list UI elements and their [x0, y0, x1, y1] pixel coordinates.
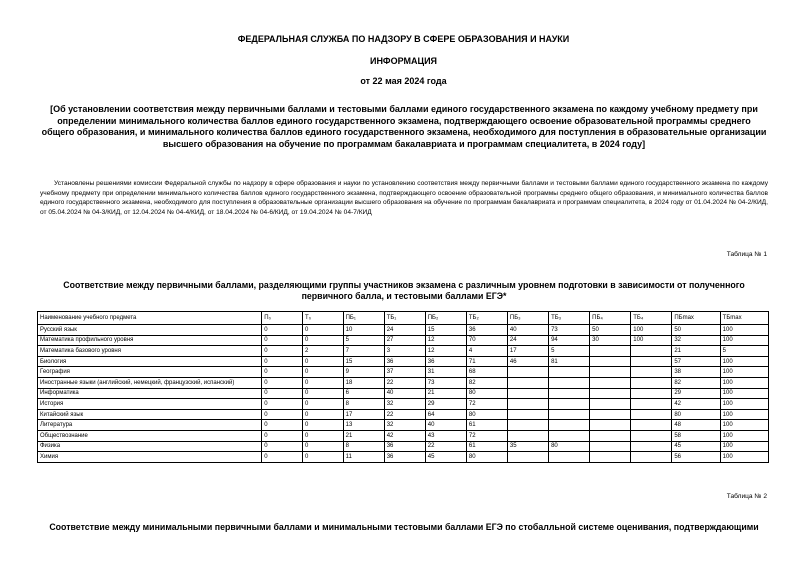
score-cell: 35: [507, 441, 548, 452]
score-cell: 100: [720, 377, 768, 388]
score-cell: 0: [302, 420, 343, 431]
score-cell: 0: [302, 325, 343, 336]
score-cell: 38: [672, 367, 720, 378]
score-cell: 4: [466, 346, 507, 357]
score-cell: 73: [549, 325, 590, 336]
score-cell: [590, 399, 631, 410]
score-cell: [507, 409, 548, 420]
score-cell: 36: [384, 452, 425, 463]
subject-cell: Русский язык: [38, 325, 262, 336]
scores-table: [37, 311, 769, 463]
score-cell: [631, 377, 672, 388]
score-cell: [549, 388, 590, 399]
score-cell: 27: [384, 335, 425, 346]
score-cell: 17: [507, 346, 548, 357]
score-cell: 45: [425, 452, 466, 463]
score-cell: 50: [590, 325, 631, 336]
score-cell: 21: [672, 346, 720, 357]
subject-cell: Химия: [38, 452, 262, 463]
table-row: [38, 409, 769, 420]
column-header: ПБ₁: [343, 312, 384, 325]
score-cell: [507, 452, 548, 463]
document-title: [Об установлении соответствия между первичными баллами и тестовыми баллами единого государственного экзамена по каждому учебному предмету при определении минимального количества баллов единого государственного экзамена, подтверждающего освоение образовательной программы среднего общего образования, и минимального количества баллов единого государственного экзамена, необходимого для поступления в образовательные организации высшего образования на обучение по программам бакалавриата и программам специалитета, в 2024 году]: [41, 104, 767, 149]
score-cell: 72: [466, 399, 507, 410]
score-cell: 48: [672, 420, 720, 431]
score-cell: 45: [672, 441, 720, 452]
score-cell: 0: [262, 325, 303, 336]
score-cell: 70: [466, 335, 507, 346]
score-cell: [549, 452, 590, 463]
column-header: ПБ₂: [425, 312, 466, 325]
score-cell: 0: [302, 356, 343, 367]
agency-name: ФЕДЕРАЛЬНАЯ СЛУЖБА ПО НАДЗОРУ В СФЕРЕ ОБРАЗОВАНИЯ И НАУКИ: [237, 34, 570, 44]
column-header: ПБ₄: [590, 312, 631, 325]
score-cell: [507, 377, 548, 388]
table-row: [38, 420, 769, 431]
score-cell: 0: [302, 367, 343, 378]
score-cell: 36: [384, 441, 425, 452]
table-body: [38, 325, 769, 463]
score-cell: 15: [343, 356, 384, 367]
score-cell: 80: [466, 388, 507, 399]
table-row: [38, 377, 769, 388]
score-cell: 42: [672, 399, 720, 410]
score-cell: 6: [343, 388, 384, 399]
score-cell: 100: [720, 367, 768, 378]
score-cell: 0: [262, 335, 303, 346]
document-type: ИНФОРМАЦИЯ: [369, 56, 438, 66]
table-row: [38, 441, 769, 452]
score-cell: 82: [672, 377, 720, 388]
subject-cell: Математика профильного уровня: [38, 335, 262, 346]
document-date: от 22 мая 2024 года: [360, 76, 447, 86]
score-cell: 21: [425, 388, 466, 399]
score-cell: 0: [262, 430, 303, 441]
score-cell: 0: [262, 377, 303, 388]
score-cell: 58: [672, 430, 720, 441]
score-cell: 80: [549, 441, 590, 452]
score-cell: 12: [425, 335, 466, 346]
score-cell: 29: [425, 399, 466, 410]
score-cell: 8: [343, 399, 384, 410]
score-cell: [549, 430, 590, 441]
table-header-row: [38, 312, 769, 325]
table-row: [38, 367, 769, 378]
score-cell: 100: [720, 430, 768, 441]
score-cell: 21: [343, 430, 384, 441]
score-cell: [507, 388, 548, 399]
score-cell: [631, 452, 672, 463]
subject-cell: Физика: [38, 441, 262, 452]
table-row: [38, 452, 769, 463]
score-cell: 80: [466, 452, 507, 463]
score-cell: [631, 420, 672, 431]
score-cell: 0: [262, 346, 303, 357]
score-cell: 24: [507, 335, 548, 346]
table-row: [38, 356, 769, 367]
score-cell: 2: [302, 346, 343, 357]
score-cell: 32: [384, 399, 425, 410]
score-cell: 0: [302, 399, 343, 410]
score-cell: 64: [425, 409, 466, 420]
score-cell: [507, 430, 548, 441]
score-cell: [590, 346, 631, 357]
score-cell: 0: [262, 452, 303, 463]
score-cell: 100: [631, 335, 672, 346]
score-cell: 40: [507, 325, 548, 336]
score-cell: 42: [384, 430, 425, 441]
score-cell: 29: [672, 388, 720, 399]
score-cell: [631, 388, 672, 399]
score-cell: 0: [302, 430, 343, 441]
score-cell: 0: [302, 409, 343, 420]
intro-paragraph: Установлены решениями комиссии Федеральной службы по надзору в сфере образования и науки по установлению соответствия между первичными баллами и тестовыми баллами единого государственного экзамена по каждому учебному предмету при определении минимального количества баллов единого государственного экзамена, подтверждающего освоение образовательной программы среднего общего образования, и минимального количества баллов единого государственного экзамена, необходимого для поступления в образовательные организации высшего образования на обучение по программам бакалавриата и программам специалитета, в 2024 году от 01.04.2024 № 04-2/КИД, от 05.04.2024 № 04-3/КИД, от 12.04.2024 № 04-4/КИД, от 18.04.2024 № 04-6/КИД, от 19.04.2024 № 04-7/КИД: [40, 180, 768, 217]
column-header: ПБ₃: [507, 312, 548, 325]
score-cell: [590, 367, 631, 378]
score-cell: 100: [720, 388, 768, 399]
score-cell: 36: [425, 356, 466, 367]
score-cell: 32: [384, 420, 425, 431]
score-cell: 0: [262, 356, 303, 367]
score-cell: 80: [672, 409, 720, 420]
column-header: ТБ₃: [549, 312, 590, 325]
score-cell: 100: [720, 356, 768, 367]
score-cell: 0: [302, 441, 343, 452]
score-cell: 100: [720, 452, 768, 463]
score-cell: 8: [343, 441, 384, 452]
score-cell: 22: [425, 441, 466, 452]
score-cell: 31: [425, 367, 466, 378]
column-header: П₀: [262, 312, 303, 325]
score-cell: [631, 409, 672, 420]
score-cell: [507, 420, 548, 431]
score-cell: 12: [425, 346, 466, 357]
score-cell: [507, 399, 548, 410]
score-cell: 56: [672, 452, 720, 463]
score-cell: 57: [672, 356, 720, 367]
score-cell: [590, 356, 631, 367]
subject-cell: История: [38, 399, 262, 410]
table-row: [38, 430, 769, 441]
score-cell: 36: [384, 356, 425, 367]
score-cell: [631, 356, 672, 367]
score-cell: 82: [466, 377, 507, 388]
score-cell: 100: [720, 409, 768, 420]
score-cell: 10: [343, 325, 384, 336]
subject-cell: Иностранные языки (английский, немецкий, французский, испанский): [38, 377, 262, 388]
score-cell: [549, 367, 590, 378]
score-cell: 15: [425, 325, 466, 336]
table2-title: Соответствие между минимальными первичными баллами и минимальными тестовыми баллами ЕГЭ по стобалльной системе оценивания, подтверждающими: [49, 522, 759, 532]
score-cell: 40: [384, 388, 425, 399]
score-cell: 37: [384, 367, 425, 378]
column-header: Т₀: [302, 312, 343, 325]
score-cell: 18: [343, 377, 384, 388]
score-cell: [549, 409, 590, 420]
score-cell: 72: [466, 430, 507, 441]
score-cell: 5: [720, 346, 768, 357]
table-row: [38, 325, 769, 336]
score-cell: 30: [590, 335, 631, 346]
score-cell: 61: [466, 441, 507, 452]
score-cell: 43: [425, 430, 466, 441]
score-cell: 0: [302, 388, 343, 399]
score-cell: [590, 441, 631, 452]
subject-cell: География: [38, 367, 262, 378]
score-cell: 0: [302, 377, 343, 388]
score-cell: 61: [466, 420, 507, 431]
score-cell: 73: [425, 377, 466, 388]
score-cell: 5: [549, 346, 590, 357]
score-cell: 100: [720, 325, 768, 336]
score-cell: 100: [720, 441, 768, 452]
score-cell: 0: [262, 399, 303, 410]
column-header: Наименование учебного предмета: [38, 312, 262, 325]
table-row: [38, 335, 769, 346]
score-cell: 5: [343, 335, 384, 346]
score-cell: 36: [466, 325, 507, 336]
score-cell: 32: [672, 335, 720, 346]
table2-label: Таблица № 2: [726, 493, 767, 500]
score-cell: [631, 367, 672, 378]
score-cell: 0: [262, 367, 303, 378]
score-cell: [549, 399, 590, 410]
score-cell: [590, 430, 631, 441]
column-header: ТБ₁: [384, 312, 425, 325]
score-cell: 0: [302, 452, 343, 463]
score-cell: 68: [466, 367, 507, 378]
score-cell: [631, 441, 672, 452]
score-cell: [590, 420, 631, 431]
subject-cell: Обществознание: [38, 430, 262, 441]
score-cell: 71: [466, 356, 507, 367]
subject-cell: Литература: [38, 420, 262, 431]
score-cell: 0: [262, 420, 303, 431]
score-cell: 40: [425, 420, 466, 431]
score-cell: 100: [720, 420, 768, 431]
table1-title: Соответствие между первичными баллами, разделяющими группы участников экзамена с различным уровнем подготовки в зависимости от полученного первичного балла, и тестовыми баллами ЕГЭ*: [63, 280, 745, 301]
score-cell: [507, 367, 548, 378]
table-row: [38, 388, 769, 399]
score-cell: 0: [262, 388, 303, 399]
score-cell: [631, 430, 672, 441]
score-cell: 9: [343, 367, 384, 378]
score-cell: [590, 377, 631, 388]
score-cell: 22: [384, 377, 425, 388]
score-cell: 80: [466, 409, 507, 420]
score-cell: [549, 377, 590, 388]
score-cell: [590, 452, 631, 463]
score-cell: 94: [549, 335, 590, 346]
score-cell: 100: [720, 399, 768, 410]
subject-cell: Китайский язык: [38, 409, 262, 420]
column-header: ТБmax: [720, 312, 768, 325]
score-cell: 100: [631, 325, 672, 336]
score-cell: 22: [384, 409, 425, 420]
score-cell: [590, 388, 631, 399]
score-cell: 13: [343, 420, 384, 431]
score-cell: 100: [720, 335, 768, 346]
score-cell: 3: [384, 346, 425, 357]
score-cell: 0: [262, 409, 303, 420]
score-cell: [631, 399, 672, 410]
subject-cell: Математика базового уровня: [38, 346, 262, 357]
score-cell: 50: [672, 325, 720, 336]
subject-cell: Биология: [38, 356, 262, 367]
score-cell: [590, 409, 631, 420]
column-header: ТБ₄: [631, 312, 672, 325]
subject-cell: Информатика: [38, 388, 262, 399]
score-cell: 81: [549, 356, 590, 367]
score-cell: 24: [384, 325, 425, 336]
score-cell: 0: [262, 441, 303, 452]
score-cell: 0: [302, 335, 343, 346]
score-cell: [631, 346, 672, 357]
table-row: [38, 346, 769, 357]
score-cell: 17: [343, 409, 384, 420]
score-cell: 7: [343, 346, 384, 357]
score-cell: [549, 420, 590, 431]
score-cell: 46: [507, 356, 548, 367]
column-header: ТБ₂: [466, 312, 507, 325]
table-row: [38, 399, 769, 410]
table1-label: Таблица № 1: [726, 251, 767, 258]
column-header: ПБmax: [672, 312, 720, 325]
score-cell: 11: [343, 452, 384, 463]
